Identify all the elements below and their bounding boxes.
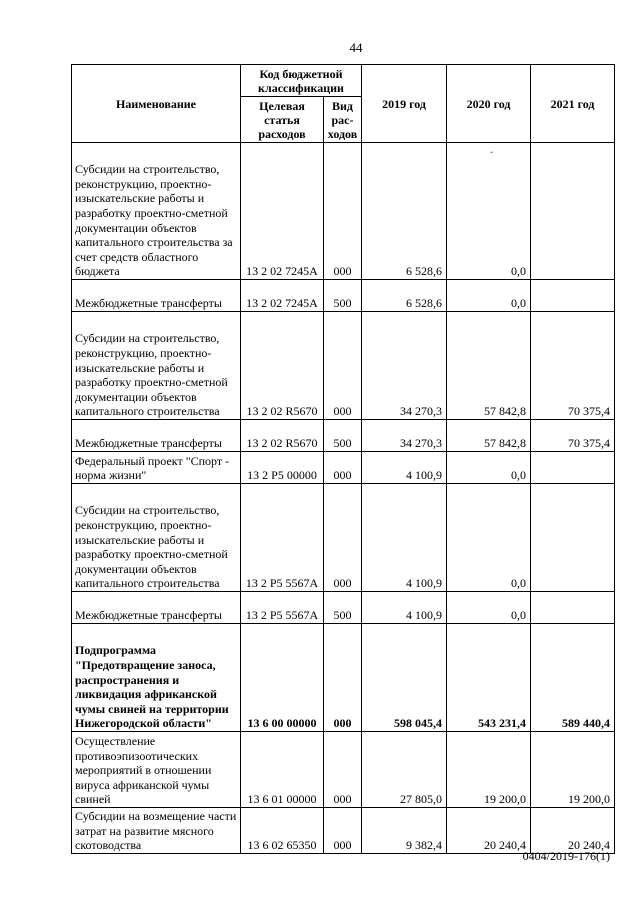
row-name: Межбюджетные трансферты — [72, 280, 241, 312]
table-row — [72, 312, 615, 420]
row-2020: 0,0 — [447, 452, 531, 484]
row-2019: 34 270,3 — [362, 312, 447, 420]
row-code: 13 6 01 00000 — [241, 732, 324, 808]
row-name: Субсидии на строительство, реконструкцию, проектно-изыскательские работы и разработку проектно-сметной документации объектов капитального строительства — [72, 484, 241, 592]
row-2019: 4 100,9 — [362, 592, 447, 624]
row-2019: 6 528,6 — [362, 143, 447, 280]
table-row — [72, 420, 615, 452]
header-name: Наименование — [72, 65, 241, 143]
table-row — [72, 143, 615, 280]
row-name: Федеральный проект "Спорт - норма жизни" — [72, 452, 241, 484]
header-2019: 2019 год — [362, 65, 447, 143]
row-2019: 9 382,4 — [362, 808, 447, 854]
row-type: 000 — [324, 484, 362, 592]
table-row — [72, 452, 615, 484]
header-2020: 2020 год — [447, 65, 531, 143]
row-code: 13 6 00 00000 — [241, 624, 324, 732]
row-name: Субсидии на возмещение части затрат на развитие мясного скотоводства — [72, 808, 241, 854]
row-2021: 589 440,4 — [531, 624, 615, 732]
row-code: 13 2 P5 00000 — [241, 452, 324, 484]
row-2020: 0,0 — [447, 592, 531, 624]
row-2019: 4 100,9 — [362, 452, 447, 484]
row-code: 13 2 02 R5670 — [241, 312, 324, 420]
row-2020: 57 842,8 — [447, 420, 531, 452]
row-type: 000 — [324, 312, 362, 420]
row-2021: 19 200,0 — [531, 732, 615, 808]
row-type: 500 — [324, 420, 362, 452]
row-name: Подпрограмма "Предотвращение заноса, распространения и ликвидация африканской чумы свиней на территории Нижегородской области" — [72, 624, 241, 732]
row-name: Субсидии на строительство, реконструкцию, проектно-изыскательские работы и разработку проектно-сметной документации объектов капитального строительства — [72, 312, 241, 420]
row-2021 — [531, 143, 615, 280]
row-2020: 543 231,4 — [447, 624, 531, 732]
table-row — [72, 484, 615, 592]
row-code: 13 2 02 7245A — [241, 143, 324, 280]
header-budget-code: Код бюджетной классификации — [241, 65, 362, 97]
row-2021 — [531, 484, 615, 592]
row-2020: 57 842,8 — [447, 312, 531, 420]
header-type: Вид рас-ходов — [324, 97, 362, 143]
table-row — [72, 280, 615, 312]
row-2020: 19 200,0 — [447, 732, 531, 808]
row-2021 — [531, 592, 615, 624]
budget-table — [71, 64, 615, 854]
row-2021: 70 375,4 — [531, 312, 615, 420]
row-2020: 0,0 — [447, 280, 531, 312]
row-name: Межбюджетные трансферты — [72, 592, 241, 624]
row-name: Субсидии на строительство, реконструкцию, проектно-изыскательские работы и разработку проектно-сметной документации объектов капитального строительства за счет средств областного бюджета — [72, 143, 241, 280]
row-name: Межбюджетные трансферты — [72, 420, 241, 452]
row-2021: 20 240,4 — [531, 808, 615, 854]
row-2021 — [531, 280, 615, 312]
row-code: 13 2 P5 5567A — [241, 484, 324, 592]
table-row — [72, 732, 615, 808]
row-2020: 0,0 — [447, 143, 531, 280]
row-2019: 27 805,0 — [362, 732, 447, 808]
row-type: 000 — [324, 732, 362, 808]
page-number: 44 — [349, 40, 363, 55]
row-type: 000 — [324, 624, 362, 732]
row-2021 — [531, 452, 615, 484]
header-target: Целевая статья расходов — [241, 97, 324, 143]
row-code: 13 6 02 65350 — [241, 808, 324, 854]
row-name: Осуществление противоэпизоотических мероприятий в отношении вируса африканской чумы свиней — [72, 732, 241, 808]
row-code: 13 2 P5 5567A — [241, 592, 324, 624]
row-type: 500 — [324, 280, 362, 312]
row-2019: 4 100,9 — [362, 484, 447, 592]
row-2020: 20 240,4 — [447, 808, 531, 854]
row-2020: 0,0 — [447, 484, 531, 592]
row-2021: 70 375,4 — [531, 420, 615, 452]
row-type: 500 — [324, 592, 362, 624]
row-type: 000 — [324, 143, 362, 280]
table-row — [72, 592, 615, 624]
row-2019: 34 270,3 — [362, 420, 447, 452]
scan-mark: ˇ — [490, 150, 493, 160]
row-code: 13 2 02 7245A — [241, 280, 324, 312]
table-row — [72, 808, 615, 854]
header-2021: 2021 год — [531, 65, 615, 143]
row-type: 000 — [324, 808, 362, 854]
document-code: 0404/2019-176(1) — [522, 849, 610, 863]
row-code: 13 2 02 R5670 — [241, 420, 324, 452]
row-type: 000 — [324, 452, 362, 484]
row-2019: 598 045,4 — [362, 624, 447, 732]
row-2019: 6 528,6 — [362, 280, 447, 312]
table-row — [72, 624, 615, 732]
